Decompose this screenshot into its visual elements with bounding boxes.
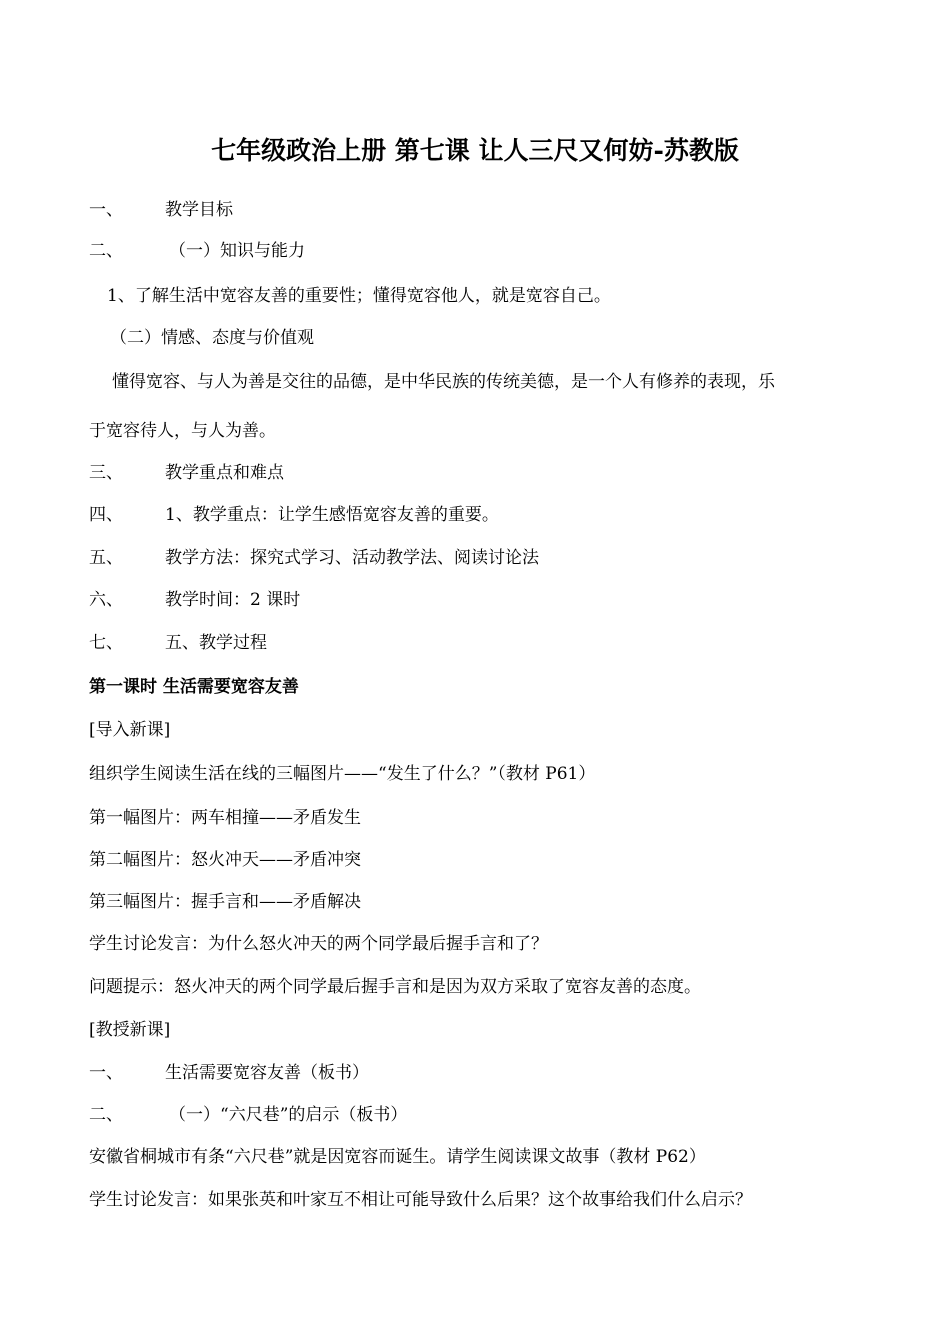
outline-text: 教学目标 <box>165 200 233 220</box>
document-title: 七年级政治上册 第七课 让人三尺又何妨-苏教版 <box>211 136 739 165</box>
outline-item <box>89 198 233 222</box>
outline-item <box>89 503 499 527</box>
outline-text: 生活需要宽容友善（板书） <box>165 1063 369 1083</box>
bracket-label: [导入新课] <box>89 720 171 740</box>
paragraph-line: 第二幅图片：怒火冲天——矛盾冲突 <box>89 850 361 870</box>
outline-item <box>89 588 300 612</box>
outline-text: 五、教学过程 <box>165 633 267 653</box>
paragraph-line: 学生讨论发言：如果张英和叶家互不相让可能导致什么后果？这个故事给我们什么启示？ <box>89 1190 752 1210</box>
outline-text: 教学时间：2 课时 <box>165 590 301 610</box>
outline-number: 三、 <box>89 463 123 483</box>
bracket-label: [教授新课] <box>89 1020 171 1040</box>
paragraph-line: 于宽容待人，与人为善。 <box>89 421 276 441</box>
section-heading: 第一课时 生活需要宽容友善 <box>89 677 299 697</box>
paragraph-line: 第一幅图片：两车相撞——矛盾发生 <box>89 808 361 828</box>
outline-number: 一、 <box>89 1063 123 1083</box>
outline-item <box>89 461 284 485</box>
outline-number: 四、 <box>89 505 123 525</box>
outline-number: 五、 <box>89 548 123 568</box>
subheading: （二）情感、态度与价值观 <box>110 328 314 348</box>
paragraph-line: 懂得宽容、与人为善是交往的品德，是中华民族的传统美德，是一个人有修养的表现，乐 <box>112 372 775 392</box>
outline-text: 教学重点和难点 <box>165 463 284 483</box>
outline-number: 七、 <box>89 633 123 653</box>
paragraph-line: 第三幅图片：握手言和——矛盾解决 <box>89 892 361 912</box>
outline-item <box>89 546 539 570</box>
outline-number: 二、 <box>89 1105 123 1125</box>
paragraph-line: 1、了解生活中宽容友善的重要性；懂得宽容他人，就是宽容自己。 <box>107 286 611 306</box>
outline-text: （一）知识与能力 <box>169 241 305 261</box>
outline-number: 一、 <box>89 200 123 220</box>
outline-text: （一）“六尺巷”的启示（板书） <box>169 1105 408 1125</box>
outline-number: 六、 <box>89 590 123 610</box>
paragraph-line: 学生讨论发言：为什么怒火冲天的两个同学最后握手言和了？ <box>89 934 548 954</box>
outline-item <box>89 1061 369 1085</box>
outline-item <box>89 631 267 655</box>
outline-item <box>89 1103 407 1127</box>
outline-text: 教学方法：探究式学习、活动教学法、阅读讨论法 <box>165 548 539 568</box>
outline-item <box>89 239 305 263</box>
paragraph-line: 问题提示：怒火冲天的两个同学最后握手言和是因为双方采取了宽容友善的态度。 <box>89 977 701 997</box>
paragraph-line: 组织学生阅读生活在线的三幅图片——“发生了什么？”（教材 P61） <box>89 764 596 784</box>
outline-number: 二、 <box>89 241 123 261</box>
paragraph-line: 安徽省桐城市有条“六尺巷”就是因宽容而诞生。请学生阅读课文故事（教材 P62） <box>89 1147 706 1167</box>
outline-text: 1、教学重点：让学生感悟宽容友善的重要。 <box>165 505 499 525</box>
